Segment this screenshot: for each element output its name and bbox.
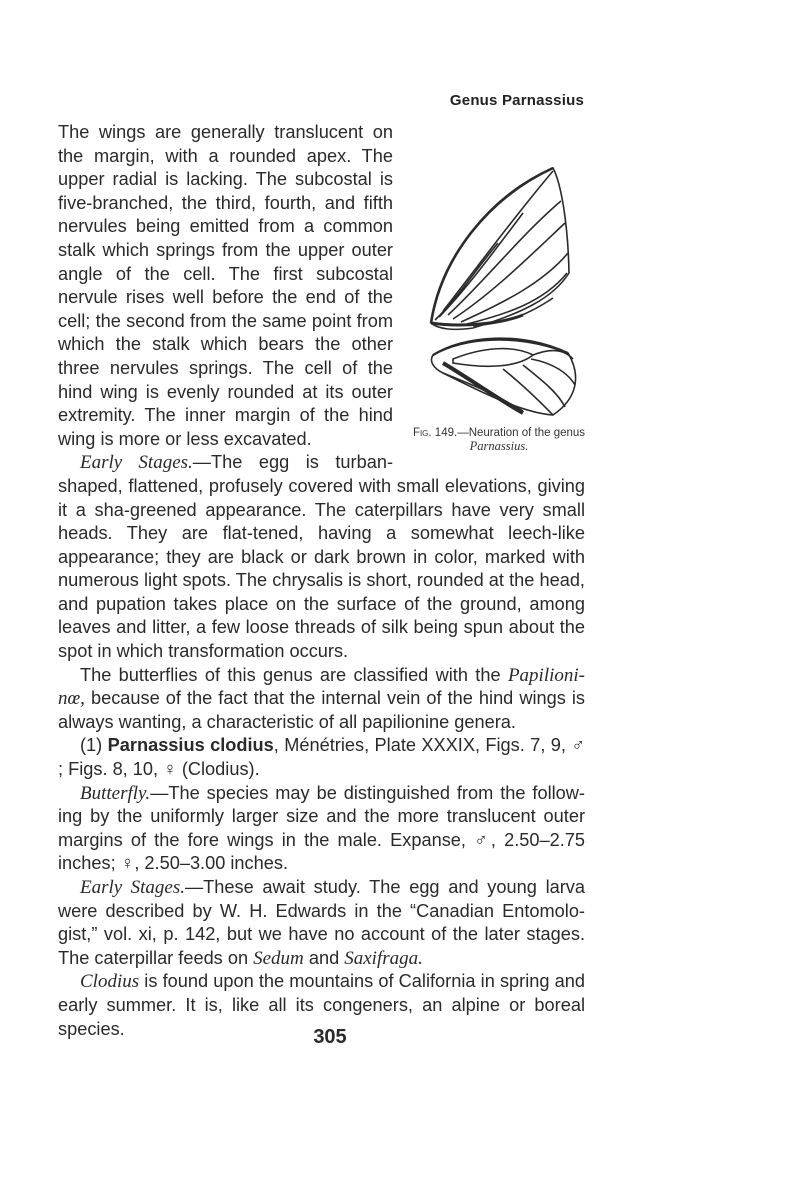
caption-label: Fig. 149. bbox=[412, 427, 458, 439]
hind-wing-cell bbox=[453, 349, 533, 367]
p6-italic-sedum: Sedum bbox=[253, 947, 304, 969]
caption-text: —Neuration of the genus bbox=[457, 427, 586, 439]
p3-text-b: because of the fact that the internal vein of the hind wings is always wanting, a characteristic of all papilionine genera. bbox=[58, 688, 585, 732]
fore-wing-outline bbox=[431, 168, 569, 329]
species-name: Parnassius clodius bbox=[107, 735, 274, 756]
p6-mid: and bbox=[303, 947, 345, 968]
hind-wing-costa bbox=[433, 340, 568, 355]
p2-heading: Early Stages. bbox=[80, 452, 193, 474]
caption-genus: Parnassius. bbox=[469, 439, 529, 453]
wing-neuration-diagram bbox=[403, 123, 588, 423]
p6-italic-saxifraga: Saxifraga. bbox=[344, 947, 423, 969]
p2-body: —The egg is turban-shaped, flattened, profusely covered with small elevations, giving it a sha-greened appearance. The caterpillars have very small heads. They are flat-tened, having a somewhat leech-like appearance; they are black or dark brown in color, marked with numerous light spots. The chrysalis is short, rounded at the head, and pupation takes place on the surface of the ground, among leaves and litter, a few loose threads of silk being spun about the spot in which transformation occurs. bbox=[58, 452, 585, 662]
paragraph-5 bbox=[58, 782, 585, 876]
p5-heading: Butterfly. bbox=[80, 782, 151, 804]
running-head: Genus Parnassius bbox=[449, 92, 584, 109]
paragraph-3 bbox=[58, 664, 585, 735]
p7-body: is found upon the mountains of California in spring and early summer. It is, like all its congeners, an alpine or boreal species. bbox=[58, 971, 585, 1039]
paragraph-1: The wings are generally translucent on the margin, with a rounded apex. The upper radial is lacking. The subcostal is five-branched, the third, fourth, and fifth nervules being emitted from a common stalk which springs from the upper outer angle of the cell. The first subcostal nervule rises well before the end of the cell; the second from the same point from which the stalk which bears the other three nervules springs. The cell of the hind wing is evenly rounded at its outer extremity. The inner margin of the hind wing is more or less excavated. bbox=[58, 122, 393, 449]
paragraph-2 bbox=[58, 451, 585, 663]
p4-rest: , Ménétries, Plate XXXIX, Figs. 7, 9, ♂ ; Figs. 8, 10, ♀ (Clodius). bbox=[58, 735, 586, 780]
p6-body: —These await study. The egg and young larva were described by W. H. Edwards in the “Canadian Entomolo-gist,” vol. xi, p. 142, but we have no account of the later stages. The caterpillar feeds on bbox=[58, 877, 585, 968]
body-text bbox=[58, 121, 585, 1041]
fore-wing-veins bbox=[435, 171, 568, 326]
page-number: 305 bbox=[313, 1026, 347, 1048]
p7-italic: Clodius bbox=[80, 971, 140, 993]
fore-wing-inner-margin bbox=[431, 315, 523, 325]
figure-149 bbox=[403, 123, 595, 454]
hind-wing-inner-margin bbox=[443, 363, 523, 413]
p3-italic: Papilioni-nœ, bbox=[58, 664, 585, 710]
p6-heading: Early Stages. bbox=[80, 877, 185, 898]
paragraph-4 bbox=[58, 734, 585, 781]
p5-body: —The species may be distinguished from the follow-ing by the uniformly larger size and the more translucent outer margins of the fore wings in the male. Expanse, ♂, 2.50–2.75 inches; ♀, 2.50–3.00 inches. bbox=[58, 782, 585, 874]
p4-number: (1) bbox=[80, 735, 108, 756]
figure-caption bbox=[403, 427, 595, 454]
p3-text-a: The butterflies of this genus are classified with the bbox=[80, 664, 508, 685]
paragraph-6 bbox=[58, 876, 585, 970]
